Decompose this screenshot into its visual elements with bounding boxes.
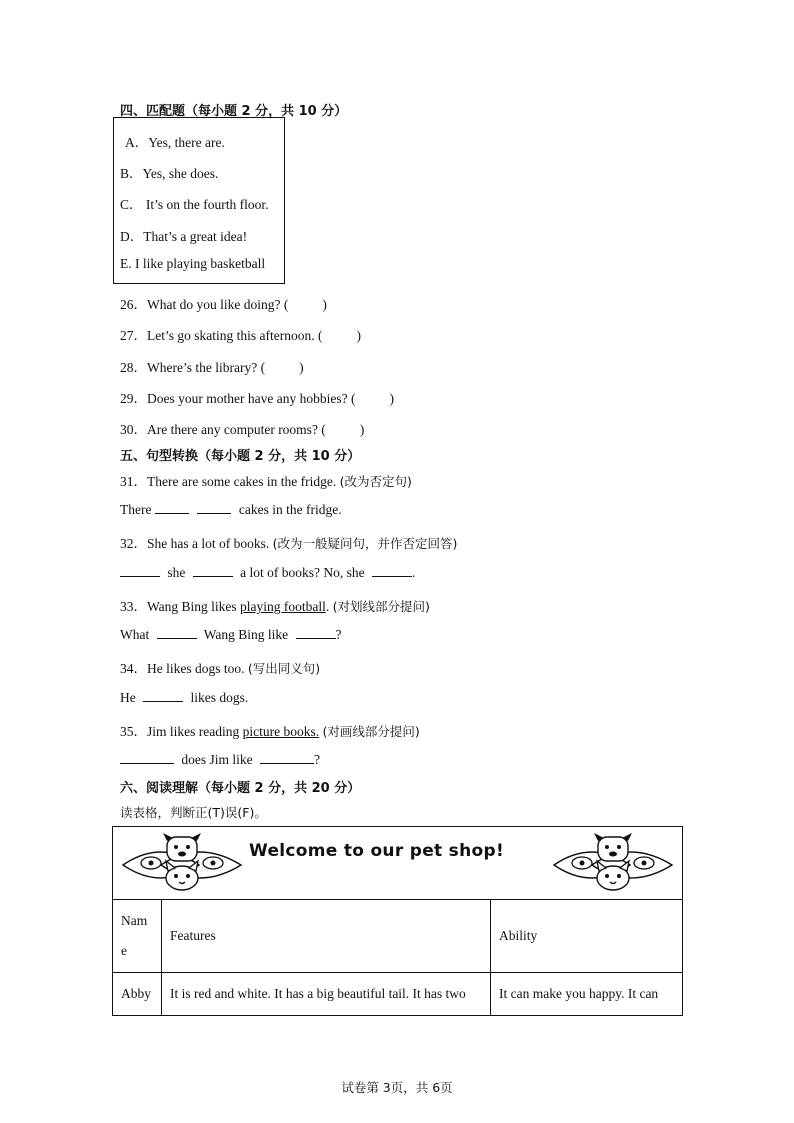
option-b: B．Yes, she does. (120, 166, 219, 181)
blank[interactable] (143, 689, 183, 702)
question-28: 28．Where’s the library? ( ) (120, 360, 304, 375)
blank[interactable] (372, 564, 412, 577)
question-27: 27．Let’s go skating this afternoon. ( ) (120, 328, 361, 343)
blank[interactable] (120, 564, 160, 577)
answer-31: There cakes in the fridge. (120, 502, 342, 517)
cell-name: Abby (113, 973, 162, 1016)
section5-heading: 五、句型转换（每小题 2 分，共 10 分） (120, 449, 361, 464)
blank[interactable] (193, 564, 233, 577)
page-footer: 试卷第 3页，共 6页 (341, 1080, 453, 1095)
pet-shop-table (112, 826, 683, 1016)
pets-icon (121, 831, 243, 895)
blank[interactable] (197, 501, 231, 514)
question-34: 34．He likes dogs too. (写出同义句) (120, 661, 321, 676)
pets-icon (552, 831, 674, 895)
header-ability: Ability (491, 900, 683, 973)
section4-heading: 四、匹配题（每小题 2 分，共 10 分） (120, 104, 348, 119)
header-name: Nam e (113, 900, 162, 973)
option-c: C． It’s on the fourth floor. (120, 197, 269, 212)
banner-title: Welcome to our pet shop! (249, 841, 504, 861)
table-row (113, 973, 683, 1016)
question-29: 29．Does your mother have any hobbies? ( ) (120, 391, 394, 406)
blank[interactable] (155, 501, 189, 514)
question-30: 30．Are there any computer rooms? ( ) (120, 422, 365, 437)
option-e: E. I like playing basketball (120, 256, 266, 271)
section6-instruction: 读表格，判断正(T)误(F)。 (120, 805, 267, 820)
cell-ability: It can make you happy. It can (491, 973, 683, 1016)
section6-heading: 六、阅读理解（每小题 2 分，共 20 分） (120, 781, 361, 796)
blank[interactable] (157, 626, 197, 639)
header-features: Features (162, 900, 491, 973)
question-33: 33．Wang Bing likes playing football. (对划线部分提问) (120, 599, 430, 614)
answer-32: she a lot of books? No, she . (120, 564, 415, 581)
question-32: 32．She has a lot of books. (改为一般疑问句，并作否定回答) (120, 536, 458, 551)
question-31: 31．There are some cakes in the fridge. (改为否定句) (120, 474, 412, 489)
answer-33: What Wang Bing like ? (120, 627, 342, 642)
answer-35: does Jim like ? (120, 751, 320, 768)
question-26: 26．What do you like doing? ( ) (120, 297, 327, 312)
cell-features: It is red and white. It has a big beautiful tail. It has two (162, 973, 491, 1016)
table-banner (113, 827, 683, 900)
question-35: 35．Jim likes reading picture books. (对画线部分提问) (120, 724, 420, 739)
blank[interactable] (296, 626, 336, 639)
blank[interactable] (260, 751, 314, 764)
blank[interactable] (120, 751, 174, 764)
answer-34: He likes dogs. (120, 690, 249, 705)
option-d: D．That’s a great idea! (120, 229, 248, 244)
option-a: A．Yes, there are. (125, 135, 225, 150)
